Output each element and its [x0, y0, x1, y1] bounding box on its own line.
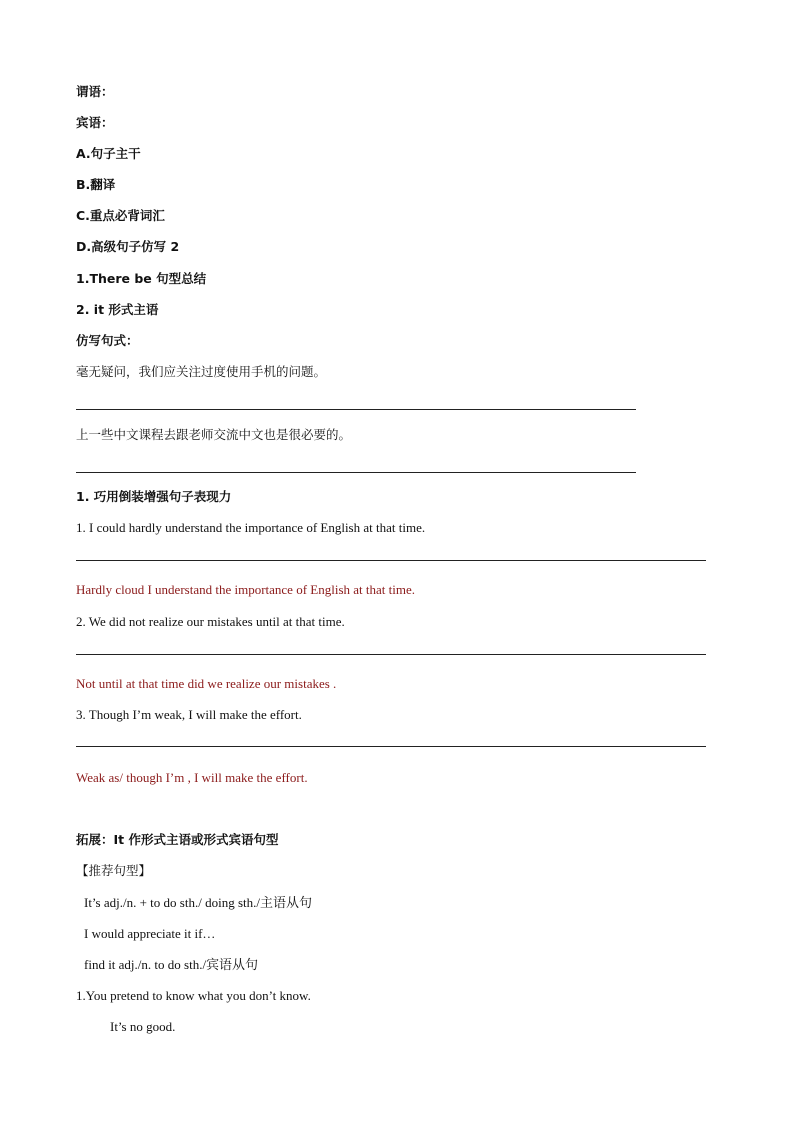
- heading-b: B.翻译: [76, 177, 116, 192]
- answer-line: [76, 409, 636, 410]
- answer-line: [76, 746, 706, 747]
- inversion-answer-1: Hardly cloud I understand the importance of English at that time.: [76, 582, 415, 597]
- heading-d: D.高级句子仿写 2: [76, 239, 180, 254]
- heading-imitate: 仿写句式：: [76, 333, 139, 348]
- inversion-title: 1. 巧用倒装增强句子表现力: [76, 489, 232, 504]
- exercise-prompt: 1.You pretend to know what you don’t know.: [76, 988, 311, 1003]
- heading-predicate: 谓语：: [76, 84, 114, 99]
- heading-it-subject: 2. it 形式主语: [76, 302, 159, 317]
- inversion-answer-2: Not until at that time did we realize our mistakes .: [76, 676, 337, 691]
- answer-line: [76, 654, 706, 655]
- exercise-answer: It’s no good.: [110, 1019, 176, 1034]
- imitation-sentence-2: 上一些中文课程去跟老师交流中文也是很必要的。: [76, 427, 352, 442]
- heading-there-be: 1.There be 句型总结: [76, 271, 207, 286]
- recommend-label: 【推荐句型】: [76, 863, 152, 878]
- answer-line: [76, 472, 636, 473]
- inversion-prompt-2: 2. We did not realize our mistakes until at that time.: [76, 614, 345, 629]
- heading-a: A.句子主干: [76, 146, 141, 161]
- pattern-3: find it adj./n. to do sth./宾语从句: [84, 957, 259, 972]
- answer-line: [76, 560, 706, 561]
- inversion-answer-3: Weak as/ though I’m , I will make the effort.: [76, 770, 308, 785]
- extension-title: 拓展：It 作形式主语或形式宾语句型: [76, 832, 279, 847]
- heading-object: 宾语：: [76, 115, 114, 130]
- pattern-2: I would appreciate it if…: [84, 926, 216, 941]
- pattern-1: It’s adj./n. + to do sth./ doing sth./主语从句: [84, 895, 312, 910]
- inversion-prompt-1: 1. I could hardly understand the importance of English at that time.: [76, 520, 426, 535]
- heading-c: C.重点必背词汇: [76, 208, 165, 223]
- imitation-sentence-1: 毫无疑问，我们应关注过度使用手机的问题。: [76, 364, 327, 379]
- inversion-prompt-3: 3. Though I’m weak, I will make the effort.: [76, 707, 302, 722]
